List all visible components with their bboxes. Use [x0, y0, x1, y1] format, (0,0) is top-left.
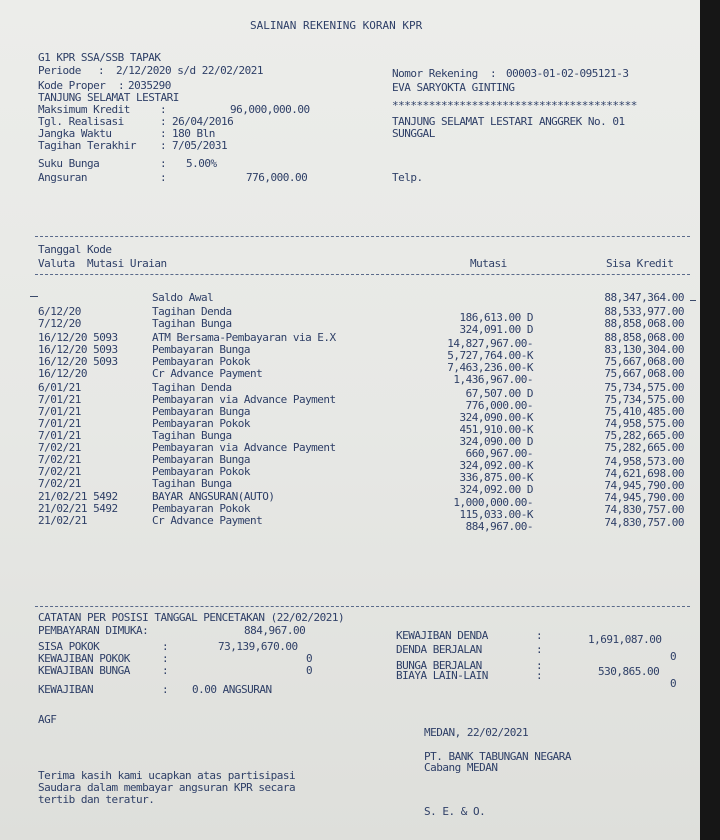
divider-table-head	[35, 274, 690, 275]
document-title: SALINAN REKENING KORAN KPR	[250, 19, 423, 32]
row-description: Pembayaran Pokok	[152, 502, 250, 515]
row-sisa-kredit: 74,830,757.00	[604, 503, 684, 516]
row-date: 7/01/21	[38, 393, 81, 406]
bank-name: PT. BANK TABUNGAN NEGARA	[424, 750, 571, 763]
maksimum-kredit-colon: :	[160, 103, 167, 116]
col-head-mutasi: Mutasi	[470, 257, 507, 270]
row-sisa-kredit: 74,958,575.00	[604, 417, 684, 430]
address-line1: TANJUNG SELAMAT LESTARI ANGGREK No. 01	[392, 115, 625, 128]
suku-bunga-label: Suku Bunga	[38, 157, 100, 170]
customer-name: EVA SARYOKTA GINTING	[392, 81, 515, 94]
row-mutasi: 14,827,967.00-	[447, 337, 533, 350]
thanks-line1: Terima kasih kami ucapkan atas partisipasi	[38, 769, 296, 782]
row-date: 21/02/21 5492	[38, 490, 118, 503]
kewajiban-bunga-colon: :	[162, 664, 169, 677]
row-sisa-kredit: 74,945,790.00	[604, 491, 684, 504]
kode-proper-label: Kode Proper	[38, 79, 106, 92]
row-date: 6/01/21	[38, 381, 81, 394]
row-sisa-kredit: 83,130,304.00	[604, 343, 684, 356]
project-name: TANJUNG SELAMAT LESTARI	[38, 91, 179, 104]
kode-proper-colon: :	[118, 79, 125, 92]
row-description: Tagihan Bunga	[152, 477, 232, 490]
row-sisa-kredit: 88,858,068.00	[604, 317, 684, 330]
divider-catatan	[35, 606, 690, 607]
periode-label: Periode	[38, 64, 81, 77]
row-description: Pembayaran Bunga	[152, 343, 250, 356]
row-mutasi: 324,090.00-K	[459, 411, 533, 424]
row-sisa-kredit: 75,667,068.00	[604, 355, 684, 368]
biaya-lain-colon: :	[536, 669, 543, 682]
row-mutasi: 451,910.00-K	[459, 423, 533, 436]
row-date: 7/01/21	[38, 405, 81, 418]
tgl-realisasi-value: 26/04/2016	[172, 115, 234, 128]
row-description: Cr Advance Payment	[152, 367, 263, 380]
kewajiban-pokok-label: KEWAJIBAN POKOK	[38, 652, 130, 665]
row-description: Pembayaran Bunga	[152, 405, 250, 418]
kewajiban-value: 0.00 ANGSURAN	[192, 683, 272, 696]
row-mutasi: 324,092.00 D	[459, 483, 533, 496]
row-date: 7/01/21	[38, 429, 81, 442]
maksimum-kredit-label: Maksimum Kredit	[38, 103, 130, 116]
row-mutasi: 776,000.00-	[465, 399, 533, 412]
kewajiban-label: KEWAJIBAN	[38, 683, 94, 696]
row-sisa-kredit: 88,347,364.00	[604, 291, 684, 304]
jangka-waktu-value: 180 Bln	[172, 127, 215, 140]
denda-berjalan-value: 0	[670, 650, 677, 663]
maksimum-kredit-value: 96,000,000.00	[230, 103, 310, 116]
periode-value: 2/12/2020 s/d 22/02/2021	[116, 64, 263, 77]
denda-berjalan-colon: :	[536, 643, 543, 656]
angsuran-label: Angsuran	[38, 171, 87, 184]
kewajiban-pokok-value: 0	[306, 652, 313, 665]
row-date: 7/02/21	[38, 441, 81, 454]
row-date: 7/02/21	[38, 465, 81, 478]
address-line2: SUNGGAL	[392, 127, 435, 140]
row-description: Pembayaran Pokok	[152, 355, 250, 368]
kewajiban-pokok-colon: :	[162, 652, 169, 665]
row-mutasi: 1,436,967.00-	[453, 373, 533, 386]
product-line: G1 KPR SSA/SSB TAPAK	[38, 51, 161, 64]
col-head-tanggal-kode: Tanggal Kode	[38, 243, 112, 256]
row-sisa-kredit: 88,533,977.00	[604, 305, 684, 318]
biaya-lain-label: BIAYA LAIN-LAIN	[396, 669, 488, 682]
biaya-lain-value: 0	[670, 677, 677, 690]
row-description: Tagihan Denda	[152, 305, 232, 318]
row-mutasi: 5,727,764.00-K	[447, 349, 533, 362]
suku-bunga-value: 5.00%	[186, 157, 217, 170]
row-description: Pembayaran Pokok	[152, 465, 250, 478]
row-date: 21/02/21	[38, 514, 87, 527]
row-date: 7/02/21	[38, 453, 81, 466]
bunga-berjalan-value: 530,865.00	[598, 665, 660, 678]
row-description: Pembayaran via Advance Payment	[152, 393, 336, 406]
periode-colon: :	[98, 64, 105, 77]
row-mutasi: 7,463,236.00-K	[447, 361, 533, 374]
kewajiban-bunga-label: KEWAJIBAN BUNGA	[38, 664, 130, 677]
divider-top	[35, 236, 690, 237]
tagihan-terakhir-value: 7/05/2031	[172, 139, 228, 152]
row-mutasi: 67,507.00 D	[465, 387, 533, 400]
masked-stars: ****************************************	[392, 99, 637, 112]
city-date: MEDAN, 22/02/2021	[424, 726, 529, 739]
row-sisa-kredit: 74,830,757.00	[604, 516, 684, 529]
kode-proper-value: 2035290	[128, 79, 171, 92]
tagihan-terakhir-label: Tagihan Terakhir	[38, 139, 136, 152]
row-description: Pembayaran Pokok	[152, 417, 250, 430]
col-head-valuta-mutasi-uraian: Valuta Mutasi Uraian	[38, 257, 167, 270]
kewajiban-bunga-value: 0	[306, 664, 313, 677]
sisa-pokok-colon: :	[162, 640, 169, 653]
jangka-waktu-colon: :	[160, 127, 167, 140]
row-description: Tagihan Bunga	[152, 317, 232, 330]
nomor-rekening-colon: :	[490, 67, 497, 80]
row-sisa-kredit: 75,410,485.00	[604, 405, 684, 418]
row-sisa-kredit: 88,858,068.00	[604, 331, 684, 344]
sisa-pokok-label: SISA POKOK	[38, 640, 100, 653]
row-sisa-kredit: 74,958,573.00	[604, 455, 684, 468]
row-date: 7/12/20	[38, 317, 81, 330]
jangka-waktu-label: Jangka Waktu	[38, 127, 112, 140]
bunga-berjalan-colon: :	[536, 659, 543, 672]
row-date: 16/12/20	[38, 367, 87, 380]
row-date: 16/12/20 5093	[38, 331, 118, 344]
angsuran-value: 776,000.00	[246, 171, 308, 184]
row-mutasi: 660,967.00-	[465, 447, 533, 460]
row-sisa-kredit: 74,945,790.00	[604, 479, 684, 492]
kewajiban-denda-label: KEWAJIBAN DENDA	[396, 629, 488, 642]
telp-label: Telp.	[392, 171, 423, 184]
nomor-rekening-value: 00003-01-02-095121-3	[506, 67, 629, 80]
row-date: 7/02/21	[38, 477, 81, 490]
row-mutasi: 324,092.00-K	[459, 459, 533, 472]
row-date: 7/01/21	[38, 417, 81, 430]
tgl-realisasi-label: Tgl. Realisasi	[38, 115, 124, 128]
tagihan-terakhir-colon: :	[160, 139, 167, 152]
row-mutasi: 324,091.00 D	[459, 323, 533, 336]
edge-mark-left	[30, 296, 38, 297]
row-sisa-kredit: 75,667,068.00	[604, 367, 684, 380]
row-description: Saldo Awal	[152, 291, 214, 304]
row-date: 6/12/20	[38, 305, 81, 318]
row-description: Tagihan Bunga	[152, 429, 232, 442]
row-description: Pembayaran via Advance Payment	[152, 441, 336, 454]
row-mutasi: 186,613.00 D	[459, 311, 533, 324]
nomor-rekening-label: Nomor Rekening	[392, 67, 478, 80]
row-sisa-kredit: 75,734,575.00	[604, 381, 684, 394]
row-description: Pembayaran Bunga	[152, 453, 250, 466]
branch-name: Cabang MEDAN	[424, 761, 498, 774]
background-edge	[700, 0, 720, 840]
row-mutasi: 336,875.00-K	[459, 471, 533, 484]
agf-code: AGF	[38, 713, 57, 726]
row-sisa-kredit: 75,282,665.00	[604, 441, 684, 454]
row-mutasi: 324,090.00 D	[459, 435, 533, 448]
catatan-title: CATATAN PER POSISI TANGGAL PENCETAKAN (22/02/2021)	[38, 611, 345, 624]
kewajiban-colon: :	[162, 683, 169, 696]
kewajiban-denda-value: 1,691,087.00	[588, 633, 662, 646]
col-head-sisa-kredit: Sisa Kredit	[606, 257, 674, 270]
sisa-pokok-value: 73,139,670.00	[218, 640, 298, 653]
row-sisa-kredit: 75,734,575.00	[604, 393, 684, 406]
row-description: Tagihan Denda	[152, 381, 232, 394]
angsuran-colon: :	[160, 171, 167, 184]
thanks-line3: tertib dan teratur.	[38, 793, 155, 806]
row-description: ATM Bersama-Pembayaran via E.X	[152, 331, 336, 344]
row-mutasi: 115,033.00-K	[459, 508, 533, 521]
bunga-berjalan-label: BUNGA BERJALAN	[396, 659, 482, 672]
kewajiban-denda-colon: :	[536, 629, 543, 642]
row-date: 21/02/21 5492	[38, 502, 118, 515]
row-description: Cr Advance Payment	[152, 514, 263, 527]
row-date: 16/12/20 5093	[38, 355, 118, 368]
pembayaran-dimuka-label: PEMBAYARAN DIMUKA:	[38, 624, 149, 637]
row-description: BAYAR ANGSURAN(AUTO)	[152, 490, 275, 503]
row-sisa-kredit: 74,621,698.00	[604, 467, 684, 480]
row-sisa-kredit: 75,282,665.00	[604, 429, 684, 442]
tgl-realisasi-colon: :	[160, 115, 167, 128]
denda-berjalan-label: DENDA BERJALAN	[396, 643, 482, 656]
pembayaran-dimuka-value: 884,967.00	[244, 624, 306, 637]
row-mutasi: 1,000,000.00-	[453, 496, 533, 509]
row-date: 16/12/20 5093	[38, 343, 118, 356]
suku-bunga-colon: :	[160, 157, 167, 170]
thanks-line2: Saudara dalam membayar angsuran KPR secara	[38, 781, 296, 794]
row-mutasi: 884,967.00-	[465, 520, 533, 533]
signoff: S. E. & O.	[424, 805, 486, 818]
edge-mark-right	[690, 300, 696, 301]
